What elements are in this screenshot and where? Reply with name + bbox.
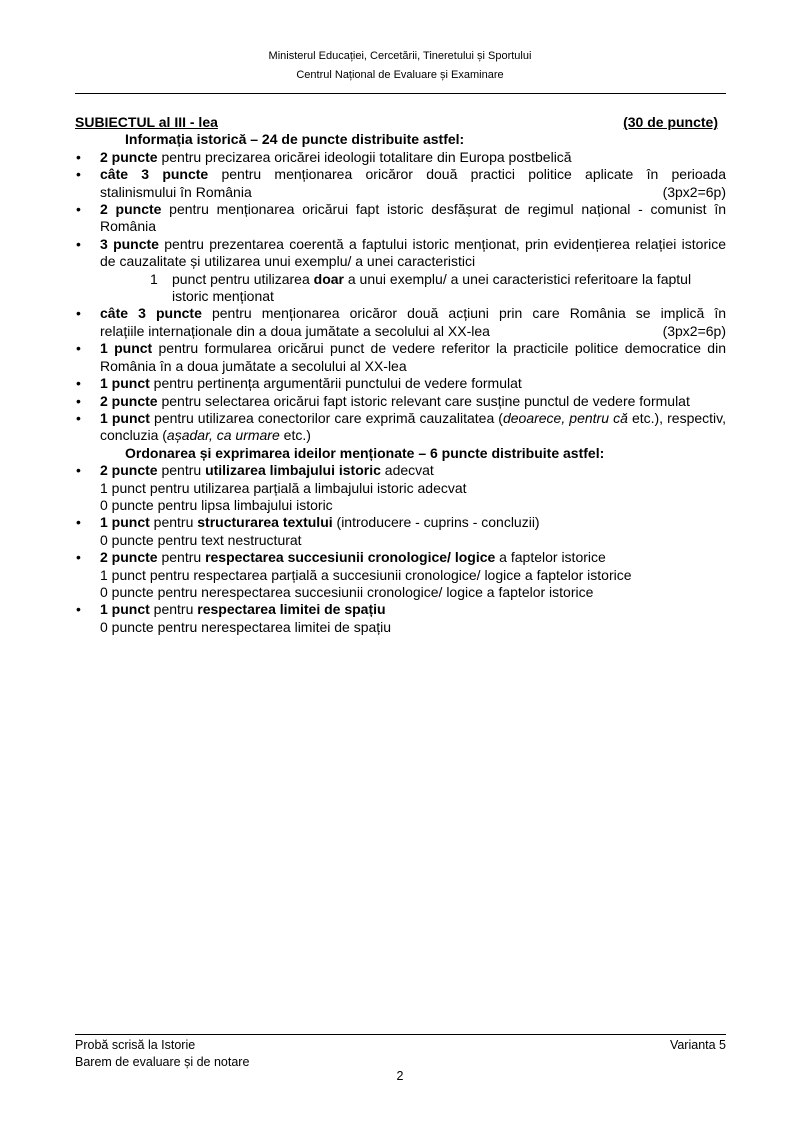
list-item: • 1 punct pentru utilizarea conectorilor care exprimă cauzalitatea (deoarece, pentru că etc.), respectiv, concluzia (așadar, ca urmare etc.) — [75, 410, 726, 445]
footer-row — [75, 1038, 726, 1052]
grading-line: 1 punct pentru respectarea parțială a succesiunii cronologice/ logice a faptelor istorice — [100, 566, 632, 583]
list-item: • 2 puncte pentru respectarea succesiunii cronologice/ logice a faptelor istorice — [75, 549, 726, 566]
section-heading: Informația istorică – 24 de puncte distribuite astfel: — [125, 131, 465, 148]
list-item: • câte 3 puncte pentru menționarea oricăror două practici politice aplicate în perioada stalinismului în România (3px2=6p) — [75, 166, 726, 201]
list-item: • 3 puncte pentru prezentarea coerentă a faptului istoric menționat, prin evidențierea relației istorice de cauzalitate și utilizarea unui exemplu/ a unei caracteristici — [75, 236, 726, 271]
grading-line: 0 puncte pentru lipsa limbajului istoric — [100, 496, 333, 513]
list-item: • 2 puncte pentru selectarea oricărui fapt istoric relevant care susține punctul de vedere formulat — [75, 393, 726, 410]
page-number: 2 — [396, 1069, 404, 1083]
score-formula: (3px2=6p) — [662, 322, 726, 339]
list-item: • 1 punct pentru respectarea limitei de spațiu — [75, 601, 726, 618]
score-formula: (3px2=6p) — [662, 183, 726, 200]
list-item: • 2 puncte pentru utilizarea limbajului istoric adecvat — [75, 462, 726, 479]
header-ministry: Ministerul Educației, Cercetării, Tineretului și Sportului — [268, 50, 532, 62]
footer-divider — [75, 1034, 726, 1035]
header-center: Centrul Național de Evaluare și Examinare — [296, 69, 504, 81]
grading-line: 0 puncte pentru nerespectarea limitei de spațiu — [100, 618, 392, 635]
list-item: • 2 puncte pentru precizarea oricărei ideologii totalitare din Europa postbelică — [75, 149, 726, 166]
grading-scheme — [75, 114, 726, 636]
list-item: • 1 punct pentru formularea oricărui punct de vedere referitor la practicile politice democratice din România în a doua jumătate a secolului al XX-lea — [75, 340, 726, 375]
sub-item: 1 punct pentru utilizarea doar a unui exemplu/ a unei caracteristici referitoare la faptul istoric menționat — [150, 270, 692, 305]
list-item: • câte 3 puncte pentru menționarea oricăror două acțiuni prin care România se implică în relațiile internaționale din a doua jumătate a secolului al XX-lea (3px2=6p) — [75, 305, 726, 340]
list-item: • 2 puncte pentru menționarea oricărui fapt istoric desfășurat de regimul național - comunist în România — [75, 201, 726, 236]
subject-title: SUBIECTUL al III - lea — [75, 114, 218, 130]
subject-points: (30 de puncte) — [623, 114, 718, 130]
subject-heading — [75, 114, 726, 131]
section-heading: Ordonarea și exprimarea ideilor menționate – 6 puncte distribuite astfel: — [125, 444, 605, 461]
list-item: • 1 punct pentru structurarea textului (introducere - cuprins - concluzii) — [75, 514, 726, 531]
list-item: • 1 punct pentru pertinența argumentării punctului de vedere formulat — [75, 375, 726, 392]
footer-exam-title: Probă scrisă la Istorie — [75, 1038, 196, 1052]
grading-line: 0 puncte pentru nerespectarea succesiunii cronologice/ logice a faptelor istorice — [100, 583, 594, 600]
grading-line: 0 puncte pentru text nestructurat — [100, 531, 302, 548]
footer-variant: Varianta 5 — [669, 1038, 726, 1052]
footer-doc-type: Barem de evaluare și de notare — [75, 1055, 250, 1069]
header-divider — [75, 93, 726, 94]
grading-line: 1 punct pentru utilizarea parțială a limbajului istoric adecvat — [100, 479, 467, 496]
